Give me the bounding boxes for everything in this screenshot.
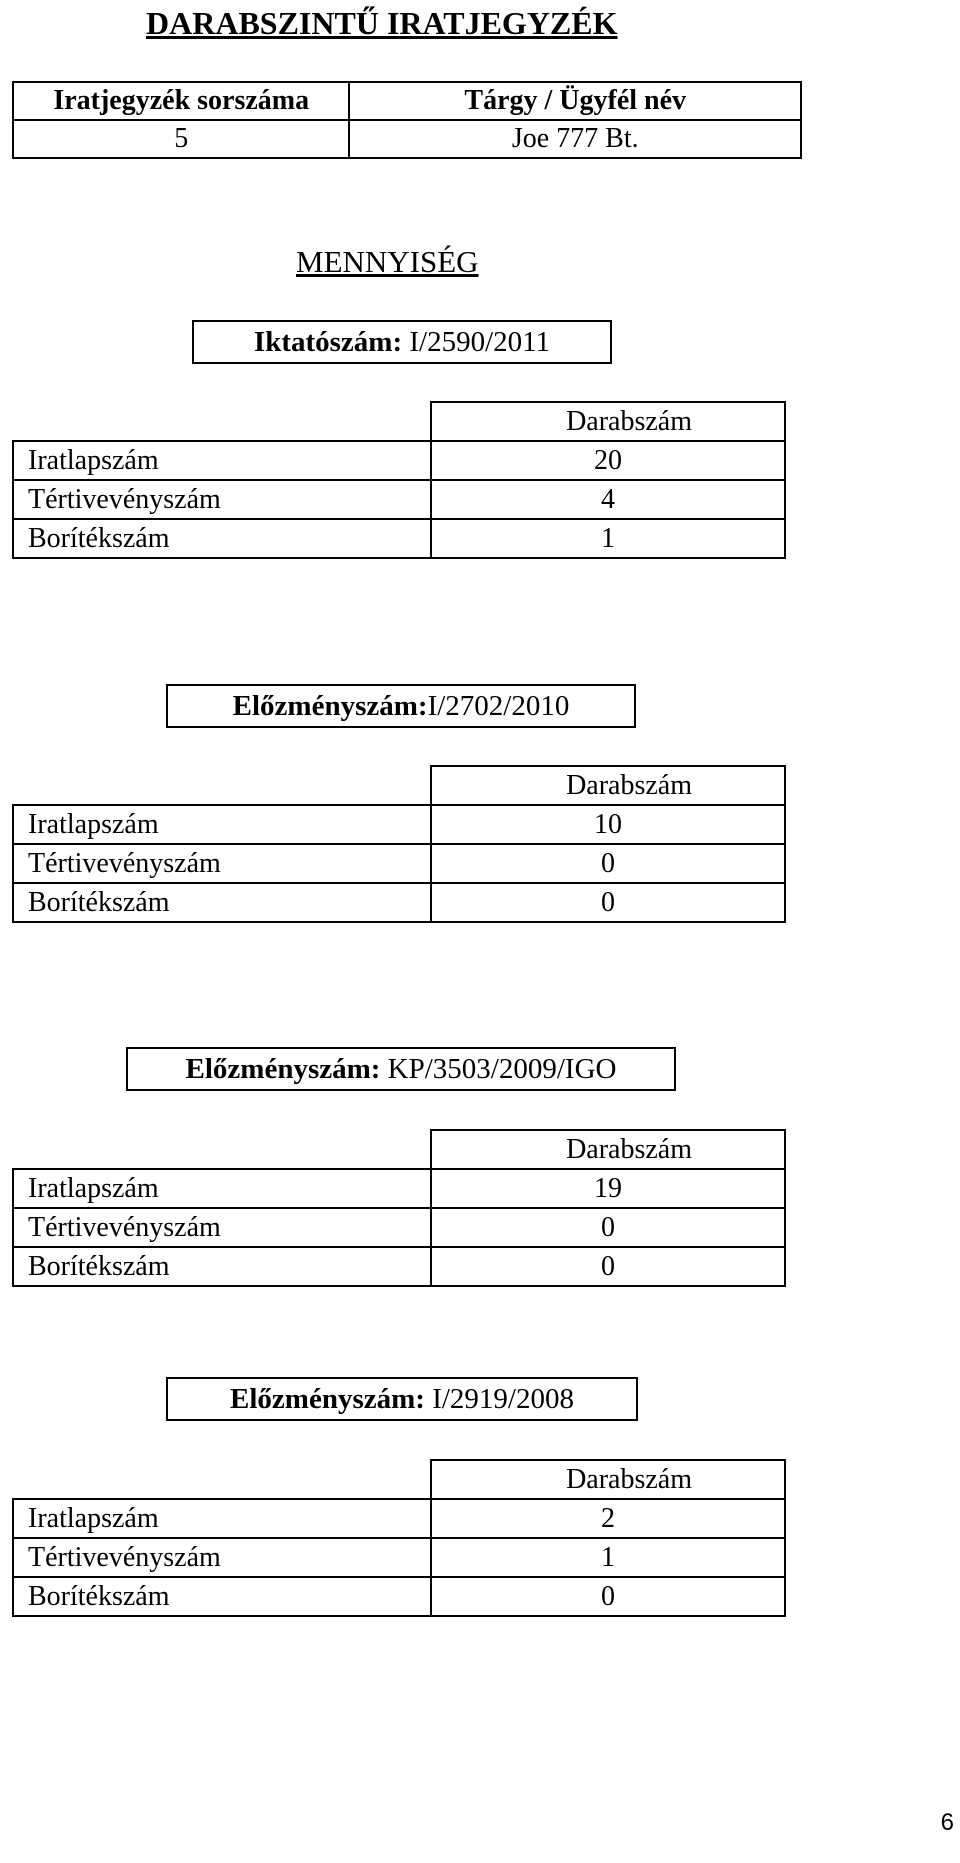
reference-value: KP/3503/2009/IGO: [380, 1052, 617, 1085]
reference-value: I/2702/2010: [427, 689, 570, 722]
empty-header-cell: [13, 402, 431, 441]
row-label: Iratlapszám: [13, 1499, 431, 1538]
table-row: [13, 480, 785, 519]
header-table-row: [13, 82, 801, 120]
header-table-row: [13, 120, 801, 158]
row-label: Borítékszám: [13, 883, 431, 922]
reference-value: I/2919/2008: [424, 1382, 574, 1415]
page-number: 6: [940, 1809, 954, 1836]
column-header: Darabszám: [431, 402, 785, 441]
row-value: 0: [431, 1577, 785, 1616]
reference-box: [126, 1047, 676, 1091]
value-targy: Joe 777 Bt.: [349, 120, 801, 158]
quantity-table: [12, 765, 786, 923]
row-label: Tértivevényszám: [13, 844, 431, 883]
column-header: Darabszám: [431, 766, 785, 805]
row-value: 1: [431, 519, 785, 558]
row-label: Tértivevényszám: [13, 1538, 431, 1577]
section-title: MENNYISÉG: [296, 244, 479, 279]
table-row: [13, 1130, 785, 1169]
table-row: [13, 766, 785, 805]
table-row: [13, 1499, 785, 1538]
quantity-table: [12, 401, 786, 559]
header-col-targy: Tárgy / Ügyfél név: [349, 82, 801, 120]
quantity-table: [12, 1129, 786, 1287]
row-value: 0: [431, 1208, 785, 1247]
table-row: [13, 1538, 785, 1577]
value-sorszam: 5: [13, 120, 349, 158]
reference-value: I/2590/2011: [402, 325, 551, 358]
table-row: [13, 441, 785, 480]
table-row: [13, 1247, 785, 1286]
row-label: Borítékszám: [13, 1247, 431, 1286]
row-value: 19: [431, 1169, 785, 1208]
column-header: Darabszám: [431, 1460, 785, 1499]
table-row: [13, 805, 785, 844]
reference-label: Előzményszám:: [185, 1052, 381, 1085]
row-value: 10: [431, 805, 785, 844]
row-value: 0: [431, 1247, 785, 1286]
empty-header-cell: [13, 1130, 431, 1169]
row-value: 0: [431, 883, 785, 922]
table-row: [13, 883, 785, 922]
row-value: 20: [431, 441, 785, 480]
reference-box: [166, 684, 636, 728]
row-label: Iratlapszám: [13, 1169, 431, 1208]
row-label: Borítékszám: [13, 1577, 431, 1616]
table-row: [13, 1208, 785, 1247]
reference-label: Előzményszám:: [230, 1382, 425, 1415]
row-label: Tértivevényszám: [13, 1208, 431, 1247]
reference-box: [166, 1377, 638, 1421]
row-label: Borítékszám: [13, 519, 431, 558]
row-value: 0: [431, 844, 785, 883]
table-row: [13, 402, 785, 441]
document-title: DARABSZINTŰ IRATJEGYZÉK: [146, 5, 618, 41]
reference-label: Iktatószám:: [253, 325, 403, 358]
row-label: Tértivevényszám: [13, 480, 431, 519]
reference-box: [192, 320, 612, 364]
table-row: [13, 1169, 785, 1208]
row-label: Iratlapszám: [13, 805, 431, 844]
row-label: Iratlapszám: [13, 441, 431, 480]
table-row: [13, 1460, 785, 1499]
table-row: [13, 1577, 785, 1616]
table-row: [13, 844, 785, 883]
row-value: 4: [431, 480, 785, 519]
row-value: 1: [431, 1538, 785, 1577]
empty-header-cell: [13, 1460, 431, 1499]
reference-label: Előzményszám:: [232, 689, 428, 722]
row-value: 2: [431, 1499, 785, 1538]
header-table: [12, 81, 802, 159]
column-header: Darabszám: [431, 1130, 785, 1169]
table-row: [13, 519, 785, 558]
empty-header-cell: [13, 766, 431, 805]
quantity-table: [12, 1459, 786, 1617]
header-col-sorszam: Iratjegyzék sorszáma: [13, 82, 349, 120]
